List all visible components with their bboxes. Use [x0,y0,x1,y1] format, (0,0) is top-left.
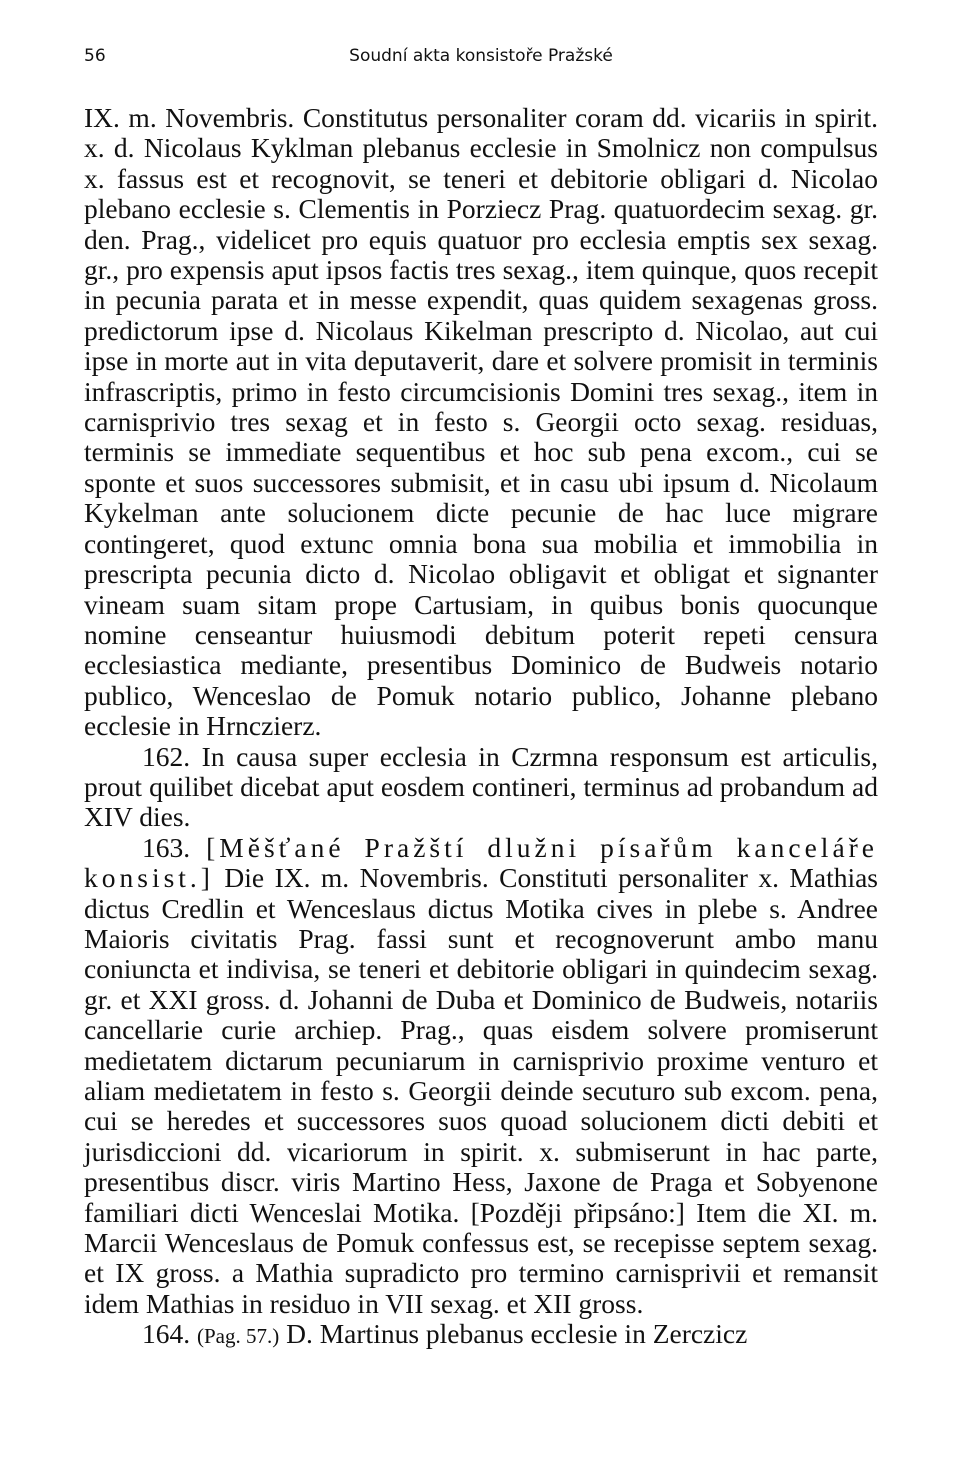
entry-163-text: Die IX. m. Novembris. Constituti personaliter x. Mathias dictus Credlin et Wenceslaus dictus Motika cives in plebe s. Andree Maioris civitatis Prag. fassi sunt et recognoverunt ambo manu coniuncta et indivisa, se teneri et debitorie obligari in quindecim sexag. gr. et XXI gross. d. Johanni de Duba et Dominico de Budweis, notariis cancellarie curie archiep. Prag., quas eisdem solvere promiserunt medietatem dictarum pecuniarum in carnisprivio proxime venturo et aliam medietatem in festo s. Georgii deinde secuturo sub excom. pena, cui se heredes et successores suos quoad solucionem dicti debiti et jurisdiccioni dd. vicariorum in spirit. x. submiserunt in hac parte, presentibus discr. viris Martino Hess, Jaxone de Praga et Sobyenone familiari dicti Wenceslai Motika. [Později připsáno:] Item die XI. m. Marcii Wenceslaus de Pomuk confessus est, se recepisse septem sexag. et IX gross. a Mathia supradicto pro termino carnisprivii et remansit idem Mathias in residuo in VII sexag. et XII gross. [84,862,879,1319]
entry-163-heading: [Měšťané Pražští dlužni písařům kanceláře konsist.] [84,831,879,894]
entry-162 [84,742,878,833]
page-header [84,42,878,72]
entry-161 [84,103,878,742]
entry-164 [84,1319,878,1351]
entry-163 [84,833,878,1320]
running-title: Soudní akta konsistoře Pražské [349,46,613,66]
entry-164-page-ref: (Pag. 57.) [197,1324,280,1349]
page-number: 56 [84,46,106,66]
entry-164-number: 164. [142,1318,191,1350]
entry-163-number: 163. [142,831,191,863]
entry-162-number: 162. [142,740,191,772]
entry-161-text: IX. m. Novembris. Constitutus personaliter coram dd. vicariis in spirit. x. d. Nicolaus Kyklman plebanus ecclesie in Smolnicz non compulsus x. fassus est et recognovit, se teneri et debitorie obligari d. Nicolao plebano ecclesie s. Clementis in Porziecz Prag. quatuordecim sexag. gr. den. Prag., videlicet pro equis quatuor pro ecclesia emptis sex sexag. gr., pro expensis aput ipsos factis tres sexag., item quinque, quos recepit in pecunia parata et in messe expendit, quas quidem sexagenas gross. predictorum ipse d. Nicolaus Kikelman prescripto d. Nicolao, aut cui ipse in morte aut in vita deputaverit, dare et solvere promisit in terminis infrascriptis, primo in festo circumcisionis Domini tres sexag., item in carnisprivio tres sexag et in festo s. Georgii octo sexag. residuas, terminis se immediate sequentibus et hoc sub pena excom., cui se sponte et suos successores submisit, et in casu ubi ipsum d. Nicolaum Kykelman ante solucionem dicte pecunie de hac luce migrare contingeret, quod extunc omnia bona sua mobilia et immobilia in prescripta pecunia dicto d. Nicolao obligavit et obligat et signanter vineam suam sitam prope Cartusiam, in quibus bonis quocunque nomine censeantur huiusmodi debitum poterit repeti censura ecclesiastica mediante, presentibus Dominico de Budweis notario publico, Wenceslao de Pomuk notario publico, Johanne plebano ecclesie in Hrnczierz. [84,102,878,742]
entry-162-text: In causa super ecclesia in Czrmna responsum est articulis, prout quilibet dicebat aput eosdem contineri, terminus ad probandum ad XIV dies. [84,740,878,833]
entry-164-text: D. Martinus plebanus ecclesie in Zerczicz [286,1318,748,1350]
document-body [84,103,878,1352]
